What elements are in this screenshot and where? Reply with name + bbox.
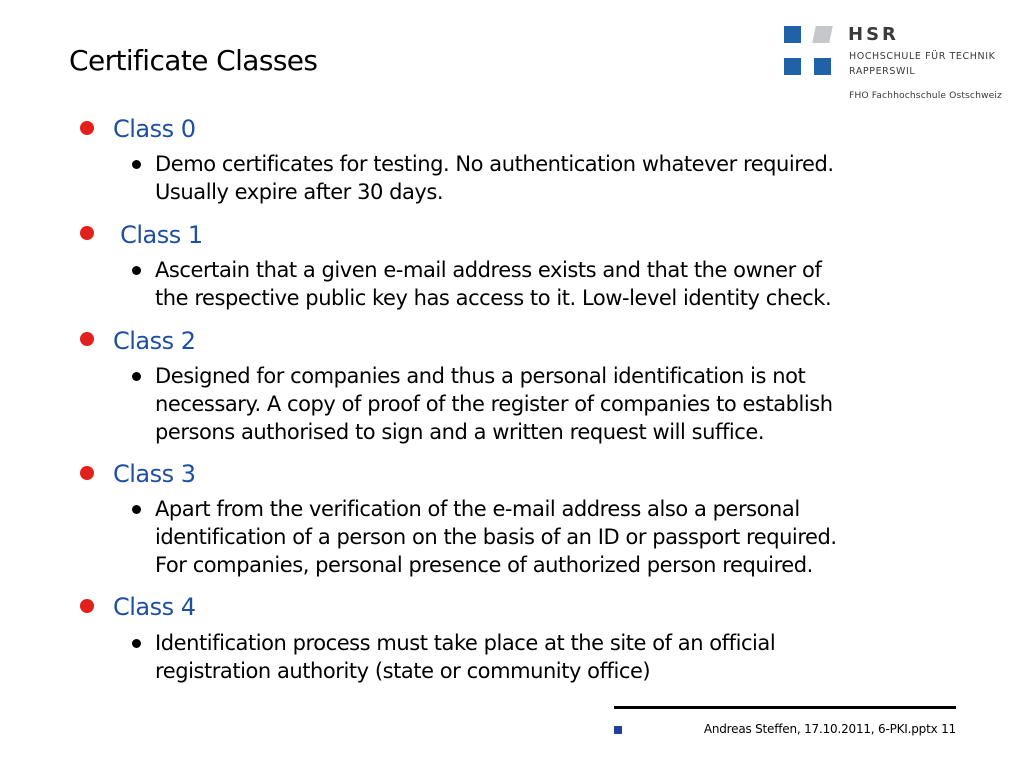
black-bullet-icon: [132, 160, 141, 169]
footer-divider: [614, 706, 956, 709]
bullet-heading: Class 2: [113, 327, 196, 355]
subtext-line: Usually expire after 30 days.: [155, 180, 444, 204]
footer-square-icon: [614, 726, 622, 734]
logo-square-blue-1: [784, 26, 801, 43]
red-bullet-icon: [80, 466, 94, 480]
subtext-line: Apart from the verification of the e-mail address also a personal: [155, 497, 800, 521]
black-bullet-icon: [132, 372, 141, 381]
subtext-line: necessary. A copy of proof of the register of companies to establish: [155, 392, 833, 416]
logo-square-blue-3: [814, 58, 831, 75]
subtext-line: Designed for companies and thus a personal identification is not: [155, 364, 806, 388]
bullet-subtext: [155, 495, 955, 579]
bullet-subtext: [155, 362, 955, 446]
logo-square-blue-2: [784, 58, 801, 75]
subtext-line: Ascertain that a given e-mail address exists and that the owner of: [155, 258, 822, 282]
bullet-subtext: [155, 150, 955, 206]
subtext-line: persons authorised to sign and a written request will suffice.: [155, 420, 765, 444]
logo-line-3: FHO Fachhochschule Ostschweiz: [849, 90, 1002, 101]
logo-name: HSR: [848, 24, 899, 45]
black-bullet-icon: [132, 266, 141, 275]
red-bullet-icon: [80, 332, 94, 346]
slide-title: Certificate Classes: [69, 44, 318, 77]
subtext-line: For companies, personal presence of authorized person required.: [155, 553, 813, 577]
bullet-heading: Class 3: [113, 460, 196, 488]
subtext-line: Demo certificates for testing. No authentication whatever required.: [155, 152, 834, 176]
red-bullet-icon: [80, 599, 94, 613]
footer-text: Andreas Steffen, 17.10.2011, 6-PKI.pptx 11: [703, 722, 956, 736]
red-bullet-icon: [80, 121, 94, 135]
black-bullet-icon: [132, 505, 141, 514]
subtext-line: Identification process must take place at the site of an official: [155, 631, 776, 655]
subtext-line: registration authority (state or community office): [155, 659, 651, 683]
bullet-subtext: [155, 256, 955, 312]
logo-line-1: HOCHSCHULE FÜR TECHNIK: [849, 51, 996, 62]
logo-square-gray: [812, 26, 833, 43]
black-bullet-icon: [132, 639, 141, 648]
red-bullet-icon: [80, 226, 94, 240]
bullet-heading: Class 1: [113, 221, 203, 249]
bullet-heading: Class 4: [113, 593, 196, 621]
hsr-logo: [784, 24, 1014, 104]
subtext-line: identification of a person on the basis of an ID or passport required.: [155, 525, 837, 549]
logo-line-2: RAPPERSWIL: [849, 66, 916, 77]
subtext-line: the respective public key has access to it. Low-level identity check.: [155, 286, 832, 310]
bullet-heading: Class 0: [113, 115, 196, 143]
bullet-subtext: [155, 629, 955, 685]
